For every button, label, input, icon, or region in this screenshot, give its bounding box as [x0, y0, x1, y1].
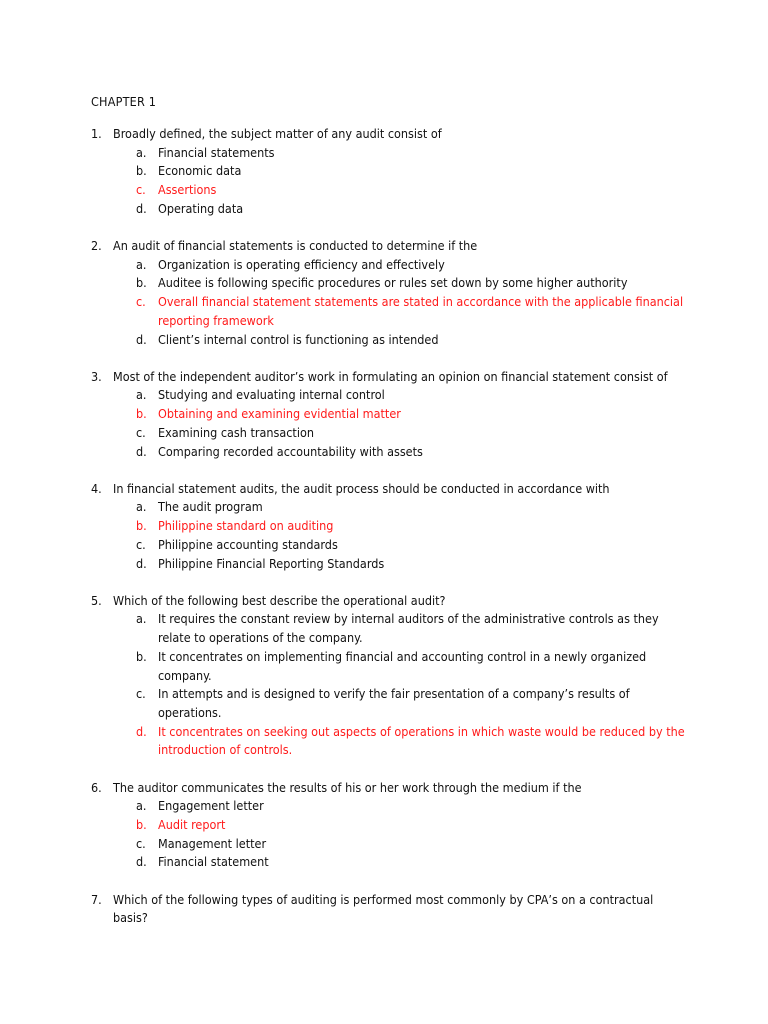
chapter-heading: CHAPTER 1	[91, 94, 157, 109]
option-text: Overall financial statement statements are stated in accordance with the applicable financial reporting framework	[158, 294, 684, 328]
option-c	[136, 536, 691, 555]
option-letter: a.	[136, 144, 147, 160]
option-text: Operating data	[158, 200, 244, 216]
option-letter: d.	[136, 723, 147, 739]
option-c-answer	[136, 181, 691, 200]
option-text: Audit report	[158, 817, 226, 832]
option-letter: b.	[136, 518, 147, 534]
question-number: 5.	[91, 592, 102, 608]
question-2	[91, 237, 691, 349]
option-letter: b.	[136, 648, 147, 664]
option-d	[136, 200, 691, 219]
option-c	[136, 835, 691, 854]
option-letter: a.	[136, 387, 147, 403]
option-text: Management letter	[158, 835, 267, 851]
question-5	[91, 592, 691, 760]
question-line	[91, 480, 691, 499]
option-text: Auditee is following specific procedures or rules set down by some higher authority	[158, 275, 628, 291]
option-letter: b.	[136, 275, 147, 291]
question-line	[91, 237, 691, 256]
option-letter: c.	[136, 686, 146, 702]
option-b	[136, 162, 691, 181]
option-letter: b.	[136, 406, 147, 422]
option-d-answer	[136, 723, 691, 760]
option-letter: d.	[136, 200, 147, 216]
option-letter: c.	[136, 835, 146, 851]
question-number: 4.	[91, 480, 102, 496]
question-number: 2.	[91, 238, 102, 254]
option-letter: d.	[136, 443, 147, 459]
option-letter: a.	[136, 611, 147, 627]
option-text: Obtaining and examining evidential matter	[158, 406, 401, 422]
question-text: Which of the following best describe the operational audit?	[113, 592, 446, 608]
question-number: 7.	[91, 891, 102, 907]
option-text: Assertions	[158, 182, 217, 198]
option-letter: c.	[136, 424, 146, 440]
question-number: 6.	[91, 779, 102, 795]
question-line	[91, 368, 691, 387]
option-d	[136, 443, 691, 462]
question-line	[91, 779, 691, 798]
option-c-answer	[136, 293, 691, 330]
option-list	[91, 144, 691, 219]
option-letter: a.	[136, 256, 147, 272]
question-7	[91, 891, 691, 928]
question-4	[91, 480, 691, 574]
option-d	[136, 331, 691, 350]
option-b	[136, 648, 691, 685]
option-d	[136, 853, 691, 872]
option-text: Comparing recorded accountability with assets	[158, 443, 423, 459]
option-list	[91, 797, 691, 872]
question-line	[91, 891, 691, 928]
option-list	[91, 498, 691, 573]
option-a	[136, 256, 691, 275]
option-text: Financial statement	[158, 854, 269, 870]
option-b-answer	[136, 816, 691, 835]
option-text: Philippine Financial Reporting Standards	[158, 555, 385, 571]
option-text: Organization is operating efficiency and effectively	[158, 256, 445, 272]
option-a	[136, 144, 691, 163]
question-text: The auditor communicates the results of his or her work through the medium if the	[113, 779, 582, 795]
option-letter: d.	[136, 331, 147, 347]
question-3	[91, 368, 691, 462]
question-text: Broadly defined, the subject matter of any audit consist of	[113, 126, 442, 141]
question-text: Which of the following types of auditing is performed most commonly by CPA’s on a contractual basis?	[113, 891, 654, 926]
question-text: An audit of financial statements is conducted to determine if the	[113, 238, 478, 254]
question-number: 3.	[91, 368, 102, 384]
option-b	[136, 274, 691, 293]
option-letter: d.	[136, 854, 147, 870]
question-text: Most of the independent auditor’s work in formulating an opinion on financial statement consist of	[113, 368, 668, 384]
option-letter: c.	[136, 182, 146, 198]
option-text: Examining cash transaction	[158, 424, 314, 440]
question-line	[91, 592, 691, 611]
question-number: 1.	[91, 126, 102, 141]
option-list	[91, 386, 691, 461]
option-text: Economic data	[158, 163, 242, 179]
option-text: Philippine standard on auditing	[158, 518, 334, 534]
option-letter: a.	[136, 499, 147, 515]
question-text: In financial statement audits, the audit process should be conducted in accordance with	[113, 480, 610, 496]
option-text: Financial statements	[158, 144, 275, 160]
option-d	[136, 555, 691, 574]
option-text: The audit program	[158, 499, 263, 515]
option-letter: c.	[136, 536, 146, 552]
option-text: Philippine accounting standards	[158, 536, 338, 552]
option-list	[91, 256, 691, 350]
option-a	[136, 797, 691, 816]
option-a	[136, 498, 691, 517]
option-c	[136, 424, 691, 443]
option-text: It concentrates on implementing financial and accounting control in a newly organized company.	[158, 648, 647, 683]
question-line	[91, 125, 691, 144]
option-text: It concentrates on seeking out aspects of operations in which waste would be reduced by the introduction of controls.	[158, 723, 685, 758]
document-body	[91, 94, 691, 947]
option-b-answer	[136, 517, 691, 536]
option-letter: b.	[136, 817, 147, 832]
option-letter: a.	[136, 798, 147, 814]
option-a	[136, 610, 691, 647]
option-text: Studying and evaluating internal control	[158, 387, 385, 403]
option-letter: b.	[136, 163, 147, 179]
option-text: It requires the constant review by internal auditors of the administrative controls as they relate to operations of the company.	[158, 611, 659, 646]
option-a	[136, 386, 691, 405]
option-b-answer	[136, 405, 691, 424]
option-text: Client’s internal control is functioning as intended	[158, 331, 439, 347]
option-c	[136, 685, 691, 722]
option-text: In attempts and is designed to verify the fair presentation of a company’s results of operations.	[158, 686, 630, 720]
option-letter: c.	[136, 294, 146, 310]
option-letter: d.	[136, 555, 147, 571]
question-1	[91, 125, 691, 219]
question-6	[91, 779, 691, 873]
option-list	[91, 610, 691, 760]
option-text: Engagement letter	[158, 798, 264, 814]
